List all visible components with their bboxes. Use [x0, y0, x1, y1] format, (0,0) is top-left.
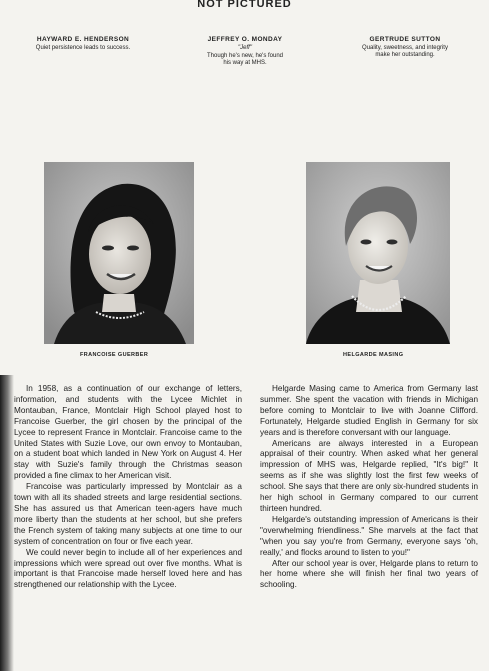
article-masing [260, 384, 478, 591]
portrait-photo-guerber [44, 162, 194, 344]
article-paragraph: Helgarde's outstanding impression of Americans is their "overwhelming friendliness." She marvels at the fact that "when you say you're from Germany, everyone says 'oh, really,' and flocks around to listen to you!" [260, 514, 478, 557]
portrait-photo-masing [306, 162, 450, 344]
student-nickname: "Jeff" [238, 45, 252, 51]
page-title: NOT PICTURED [197, 0, 292, 10]
article-paragraph: Americans are always interested in a European appraisal of their country. When asked what her general impression of MHS was, Helgarde replied, "It's big!" It seems as if she was slightly lost the first few weeks of school. She says that there are only six-hundred students in her high school in Germany compared to our current thirteen hundred. [260, 438, 478, 513]
student-quote-line: make her outstanding. [375, 52, 435, 58]
portrait-image [44, 162, 194, 344]
photo-caption: HELGARDE MASING [343, 352, 404, 358]
article-paragraph: We could never begin to include all of her experiences and impressions which were spread out over five months. What is important is that Francoise made herself loved here and has strengthened our relationship with the Lycee. [14, 547, 242, 590]
not-pictured-sutton [340, 36, 470, 59]
student-name: JEFFREY O. MONDAY [207, 36, 283, 43]
student-quote-line: Though he's new, he's found [206, 53, 283, 59]
article-paragraph: After our school year is over, Helgarde plans to return to her home where she will finish her final two years of schooling. [260, 558, 478, 590]
student-quote-line: his way at MHS. [223, 60, 267, 66]
photo-caption: FRANCOISE GUERBER [80, 352, 149, 358]
student-quote-line: Quality, sweetness, and integrity [362, 45, 448, 51]
student-name: HAYWARD E. HENDERSON [36, 36, 130, 43]
article-paragraph: In 1958, as a continuation of our exchange of letters, information, and students with the Lycee Michlet in Montauban, France, Montclair High School played host to Francoise Guerber, the girl chosen by the principal of the Lycee to represent France in Montclair. Francoise came to the United States with Suzie Love, our own envoy to Montauban, on a student boat which landed in New York on August 4. Her stay with Suzie's family through the Christmas season provided a fine climax to her American visit. [14, 384, 242, 481]
not-pictured-henderson [18, 36, 148, 52]
student-quote: Quiet persistence leads to success. [35, 45, 131, 51]
page-fold-shadow [0, 375, 14, 671]
not-pictured-monday [180, 36, 310, 67]
portrait-image [306, 162, 450, 344]
article-paragraph: Francoise was particularly impressed by Montclair as a town with all its shaded streets and large residential sections. She has assured us that American teen-agers have much more liberty than the students at her school, but she prefers the French system of taking many subjects at one time to our system of concentration on four or five each year. [14, 482, 242, 546]
article-guerber [14, 384, 242, 591]
article-paragraph: Helgarde Masing came to America from Germany last summer. She spent the vacation with friends in Michigan before coming to Montclair to live with Joanne Clifford. Fortunately, Helgarde studied English in Germany for six years and is therefore conversant with our language. [260, 384, 478, 437]
student-name: GERTRUDE SUTTON [369, 36, 441, 43]
